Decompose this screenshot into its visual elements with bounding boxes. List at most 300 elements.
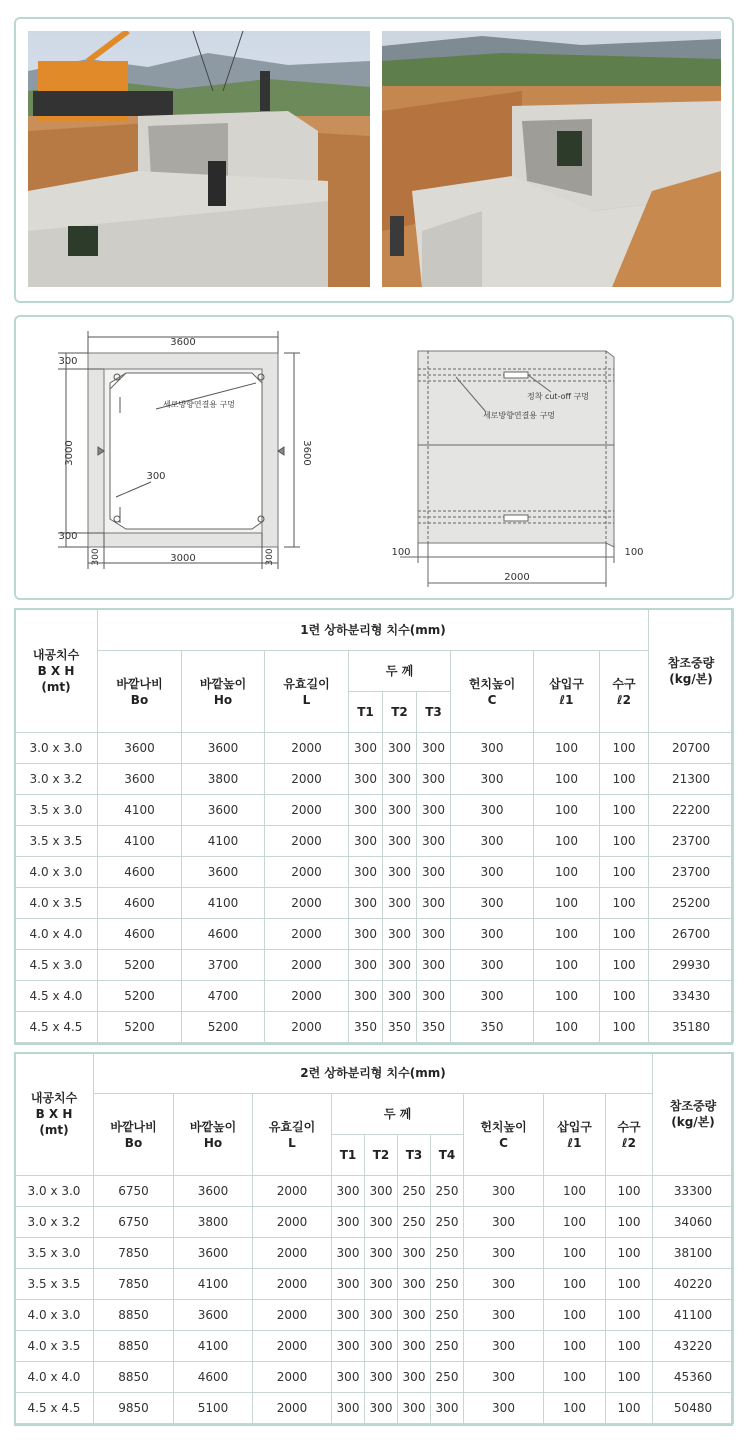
table-cell: 100 <box>534 764 600 795</box>
table-cell: 2000 <box>253 1362 332 1393</box>
table-cell: 5200 <box>98 1012 182 1043</box>
table-cell: 43220 <box>653 1331 734 1362</box>
header-t4: T4 <box>431 1135 464 1176</box>
header-inner-size-line2: B X H <box>37 663 75 678</box>
table-cell: 3600 <box>98 733 182 764</box>
cell-inner-size: 4.5 x 4.5 <box>15 1393 94 1424</box>
header-outer-width <box>94 1094 174 1176</box>
table-cell: 100 <box>600 733 649 764</box>
callout-cutoff-hole: 정착 cut-off 구멍 <box>526 392 590 401</box>
table-cell: 100 <box>606 1207 653 1238</box>
table-cell: 4100 <box>98 795 182 826</box>
callout-connection-hole-side: 세로방향연결용 구멍 <box>482 411 556 420</box>
drawing-panel <box>14 315 734 600</box>
table-cell: 250 <box>431 1176 464 1207</box>
technical-drawings <box>16 317 732 598</box>
header-t2: T2 <box>383 692 417 733</box>
table-cell: 2000 <box>253 1393 332 1424</box>
table-cell: 23700 <box>649 857 734 888</box>
table-row <box>15 1269 734 1300</box>
table-cell: 100 <box>544 1300 606 1331</box>
table-cell: 100 <box>600 919 649 950</box>
header-outer-width-line1: 바깥나비 <box>116 676 163 691</box>
table-cell: 3700 <box>182 950 265 981</box>
table-cell: 300 <box>332 1238 365 1269</box>
table-cell: 4600 <box>98 888 182 919</box>
table-cell: 7850 <box>94 1269 174 1300</box>
table-cell: 2000 <box>265 981 349 1012</box>
header-socket-line2: ℓ2 <box>622 1135 637 1150</box>
table-cell: 100 <box>534 888 600 919</box>
table-cell: 300 <box>417 981 451 1012</box>
table-cell: 4100 <box>98 826 182 857</box>
table-cell: 300 <box>349 795 383 826</box>
dim-left-top: 300 <box>58 356 78 367</box>
table-cell: 50480 <box>653 1393 734 1424</box>
table-cell: 4600 <box>182 919 265 950</box>
table-cell: 2000 <box>253 1176 332 1207</box>
cross-section-drawing <box>58 331 300 569</box>
table-row <box>15 888 734 919</box>
table-cell: 100 <box>600 764 649 795</box>
header-effective-length-line1: 유효길이 <box>268 1119 316 1134</box>
table-title: 1련 상하분리형 치수(mm) <box>98 609 649 651</box>
table-cell: 40220 <box>653 1269 734 1300</box>
header-haunch-line2: C <box>499 1135 508 1150</box>
table-row <box>15 950 734 981</box>
table-cell: 29930 <box>649 950 734 981</box>
table-cell: 300 <box>383 795 417 826</box>
table-cell: 300 <box>332 1393 365 1424</box>
table-cell: 250 <box>431 1238 464 1269</box>
table-cell: 300 <box>417 919 451 950</box>
header-inner-size-line1: 내공치수 <box>30 1091 78 1105</box>
table-cell: 300 <box>383 826 417 857</box>
single-cell-spec-table <box>14 608 734 1043</box>
table-cell: 3600 <box>182 857 265 888</box>
table-cell: 100 <box>606 1300 653 1331</box>
header-haunch <box>464 1094 544 1176</box>
header-outer-height <box>174 1094 253 1176</box>
table-cell: 100 <box>544 1362 606 1393</box>
table-cell: 300 <box>332 1362 365 1393</box>
cell-inner-size: 3.0 x 3.2 <box>15 764 98 795</box>
cell-inner-size: 3.0 x 3.0 <box>15 1176 94 1207</box>
table-cell: 2000 <box>265 795 349 826</box>
table-cell: 4600 <box>98 857 182 888</box>
table-row <box>15 1238 734 1269</box>
header-socket-line1: 수구 <box>617 1119 641 1134</box>
header-outer-height-line1: 바깥높이 <box>189 1119 237 1134</box>
table-cell: 3600 <box>182 795 265 826</box>
table-cell: 8850 <box>94 1331 174 1362</box>
table-cell: 300 <box>398 1300 431 1331</box>
table-cell: 300 <box>383 981 417 1012</box>
table-cell: 5200 <box>98 981 182 1012</box>
header-socket-line1: 수구 <box>612 676 636 691</box>
table-row <box>15 1393 734 1424</box>
table-cell: 4100 <box>182 826 265 857</box>
table-cell: 2000 <box>265 826 349 857</box>
table-row <box>15 826 734 857</box>
header-weight-line2: (kg/본) <box>669 671 713 686</box>
header-outer-height <box>182 651 265 733</box>
table-cell: 5100 <box>174 1393 253 1424</box>
dim-right-height: 3600 <box>301 440 312 466</box>
table-cell: 300 <box>451 733 534 764</box>
header-t1: T1 <box>332 1135 365 1176</box>
table-row <box>15 1207 734 1238</box>
table-cell: 300 <box>398 1238 431 1269</box>
table-cell: 250 <box>431 1362 464 1393</box>
table-cell: 250 <box>431 1331 464 1362</box>
table-row <box>15 795 734 826</box>
dim-bottom-left: 300 <box>91 548 101 566</box>
table-cell: 2000 <box>265 857 349 888</box>
table-cell: 9850 <box>94 1393 174 1424</box>
header-outer-width-line2: Bo <box>124 1135 143 1150</box>
table-cell: 300 <box>383 888 417 919</box>
table-cell: 20700 <box>649 733 734 764</box>
installation-photo-right <box>382 31 721 287</box>
table-row <box>15 733 734 764</box>
table-cell: 300 <box>464 1331 544 1362</box>
table-cell: 3600 <box>174 1238 253 1269</box>
table-cell: 22200 <box>649 795 734 826</box>
table-cell: 300 <box>365 1362 398 1393</box>
table-cell: 100 <box>606 1269 653 1300</box>
header-outer-height-line1: 바깥높이 <box>199 676 247 691</box>
header-spigot <box>534 651 600 733</box>
table-cell: 100 <box>606 1393 653 1424</box>
table-cell: 100 <box>534 857 600 888</box>
table-row <box>15 764 734 795</box>
table-cell: 300 <box>365 1238 398 1269</box>
dim-haunch: 300 <box>146 471 166 482</box>
header-t3: T3 <box>417 692 451 733</box>
header-spigot-line2: ℓ1 <box>559 692 574 707</box>
table-cell: 300 <box>398 1393 431 1424</box>
header-inner-size <box>15 1053 94 1176</box>
table-row <box>15 1300 734 1331</box>
header-weight-line2: (kg/본) <box>671 1115 715 1129</box>
cell-inner-size: 3.5 x 3.0 <box>15 795 98 826</box>
table-cell: 300 <box>417 733 451 764</box>
table-cell: 250 <box>398 1176 431 1207</box>
cell-inner-size: 4.0 x 4.0 <box>15 1362 94 1393</box>
table-cell: 4600 <box>174 1362 253 1393</box>
table-cell: 300 <box>383 857 417 888</box>
table-cell: 25200 <box>649 888 734 919</box>
table-cell: 6750 <box>94 1207 174 1238</box>
header-haunch-line1: 헌치높이 <box>480 1119 527 1134</box>
table-cell: 300 <box>332 1176 365 1207</box>
table-cell: 300 <box>398 1362 431 1393</box>
table-cell: 300 <box>365 1207 398 1238</box>
table-cell: 300 <box>365 1269 398 1300</box>
double-cell-spec-table <box>14 1052 734 1424</box>
cell-inner-size: 3.0 x 3.0 <box>15 733 98 764</box>
table-cell: 300 <box>451 981 534 1012</box>
table-cell: 300 <box>349 981 383 1012</box>
table-cell: 100 <box>606 1176 653 1207</box>
table-cell: 100 <box>544 1207 606 1238</box>
header-t2: T2 <box>365 1135 398 1176</box>
header-spigot <box>544 1094 606 1176</box>
table-cell: 2000 <box>265 733 349 764</box>
header-t3: T3 <box>398 1135 431 1176</box>
table-cell: 300 <box>417 795 451 826</box>
table-cell: 300 <box>464 1176 544 1207</box>
header-spigot-line2: ℓ1 <box>567 1135 582 1150</box>
table-cell: 300 <box>417 764 451 795</box>
table-cell: 34060 <box>653 1207 734 1238</box>
table1-body <box>15 733 734 1043</box>
table-cell: 300 <box>417 888 451 919</box>
table-cell: 2000 <box>265 888 349 919</box>
table-cell: 300 <box>451 919 534 950</box>
table-cell: 300 <box>451 764 534 795</box>
table-cell: 300 <box>464 1362 544 1393</box>
header-effective-length <box>253 1094 332 1176</box>
table-cell: 300 <box>349 733 383 764</box>
table-row <box>15 1331 734 1362</box>
table-cell: 300 <box>349 950 383 981</box>
cell-inner-size: 4.0 x 3.5 <box>15 888 98 919</box>
table-cell: 35180 <box>649 1012 734 1043</box>
table-cell: 300 <box>398 1269 431 1300</box>
table-cell: 300 <box>417 826 451 857</box>
dim-left-mid: 3000 <box>64 440 75 466</box>
cell-inner-size: 3.0 x 3.2 <box>15 1207 94 1238</box>
table-cell: 100 <box>544 1269 606 1300</box>
table-cell: 300 <box>332 1331 365 1362</box>
table-cell: 300 <box>365 1331 398 1362</box>
table-cell: 300 <box>464 1393 544 1424</box>
table-cell: 100 <box>544 1393 606 1424</box>
callout-connection-hole: 세로방향연결용 구멍 <box>162 400 236 409</box>
header-effective-length-line1: 유효길이 <box>283 676 330 691</box>
table-cell: 350 <box>451 1012 534 1043</box>
table-cell: 100 <box>534 795 600 826</box>
table-cell: 3600 <box>98 764 182 795</box>
table-cell: 350 <box>383 1012 417 1043</box>
header-weight <box>653 1053 734 1176</box>
table-cell: 4100 <box>182 888 265 919</box>
table-cell: 300 <box>365 1176 398 1207</box>
table-cell: 100 <box>534 919 600 950</box>
photo-panel <box>14 17 734 303</box>
table-cell: 300 <box>398 1331 431 1362</box>
cell-inner-size: 4.0 x 3.0 <box>15 857 98 888</box>
table-cell: 2000 <box>253 1238 332 1269</box>
table-title: 2련 상하분리형 치수(mm) <box>94 1053 653 1094</box>
table-cell: 350 <box>417 1012 451 1043</box>
table-cell: 2000 <box>265 764 349 795</box>
table-cell: 300 <box>383 733 417 764</box>
table-row <box>15 981 734 1012</box>
header-haunch-line1: 헌치높이 <box>468 676 516 691</box>
header-effective-length-line2: L <box>302 692 311 707</box>
table-cell: 3800 <box>174 1207 253 1238</box>
table-cell: 300 <box>332 1300 365 1331</box>
header-spigot-line1: 삽입구 <box>549 676 584 691</box>
table-cell: 6750 <box>94 1176 174 1207</box>
table-cell: 45360 <box>653 1362 734 1393</box>
table-cell: 4100 <box>174 1269 253 1300</box>
table-cell: 300 <box>349 919 383 950</box>
table-cell: 300 <box>383 919 417 950</box>
table-row <box>15 1362 734 1393</box>
table-cell: 100 <box>600 857 649 888</box>
header-weight-line1: 참조중량 <box>667 655 715 670</box>
table-cell: 300 <box>349 764 383 795</box>
table-row <box>15 1012 734 1043</box>
table-cell: 2000 <box>253 1300 332 1331</box>
table-cell: 100 <box>600 826 649 857</box>
table-cell: 300 <box>365 1300 398 1331</box>
header-outer-width-line1: 바깥나비 <box>110 1119 157 1134</box>
dim-bottom-right: 300 <box>265 548 275 566</box>
cell-inner-size: 4.5 x 4.0 <box>15 981 98 1012</box>
table-cell: 300 <box>451 826 534 857</box>
table-cell: 2000 <box>253 1331 332 1362</box>
table-row <box>15 919 734 950</box>
header-effective-length <box>265 651 349 733</box>
table-cell: 100 <box>534 733 600 764</box>
table-cell: 5200 <box>98 950 182 981</box>
dim-left-bottom: 300 <box>58 531 78 542</box>
table-cell: 3800 <box>182 764 265 795</box>
table-cell: 100 <box>600 795 649 826</box>
table-cell: 100 <box>600 981 649 1012</box>
header-outer-height-line2: Ho <box>203 1135 223 1150</box>
table-cell: 300 <box>383 950 417 981</box>
cell-inner-size: 4.5 x 4.5 <box>15 1012 98 1043</box>
table-cell: 4100 <box>174 1331 253 1362</box>
table-cell: 3600 <box>182 733 265 764</box>
table-cell: 23700 <box>649 826 734 857</box>
table-cell: 300 <box>417 950 451 981</box>
dim-length: 2000 <box>504 572 530 583</box>
table-cell: 300 <box>383 764 417 795</box>
header-thickness: 두 께 <box>332 1094 464 1135</box>
side-elevation-drawing <box>400 351 614 587</box>
table-cell: 300 <box>349 888 383 919</box>
table-cell: 300 <box>451 795 534 826</box>
header-t1: T1 <box>349 692 383 733</box>
table-cell: 300 <box>451 857 534 888</box>
table-cell: 33430 <box>649 981 734 1012</box>
table-cell: 300 <box>464 1207 544 1238</box>
table-cell: 3600 <box>174 1176 253 1207</box>
table-cell: 8850 <box>94 1300 174 1331</box>
table-cell: 100 <box>534 1012 600 1043</box>
table-cell: 2000 <box>265 919 349 950</box>
cell-inner-size: 4.0 x 3.5 <box>15 1331 94 1362</box>
table-cell: 300 <box>451 950 534 981</box>
header-outer-width <box>98 651 182 733</box>
table-cell: 250 <box>431 1207 464 1238</box>
table-cell: 300 <box>349 857 383 888</box>
table-cell: 33300 <box>653 1176 734 1207</box>
header-haunch <box>451 651 534 733</box>
header-weight <box>649 609 734 733</box>
table-cell: 300 <box>464 1238 544 1269</box>
table-cell: 100 <box>544 1176 606 1207</box>
table-cell: 41100 <box>653 1300 734 1331</box>
table-cell: 5200 <box>182 1012 265 1043</box>
table-cell: 250 <box>398 1207 431 1238</box>
table-cell: 300 <box>332 1207 365 1238</box>
dim-top-width: 3600 <box>170 337 196 348</box>
table-cell: 300 <box>464 1300 544 1331</box>
table-cell: 100 <box>544 1331 606 1362</box>
table-cell: 100 <box>600 950 649 981</box>
header-outer-height-line2: Ho <box>213 692 233 707</box>
cell-inner-size: 4.5 x 3.0 <box>15 950 98 981</box>
table-cell: 4600 <box>98 919 182 950</box>
header-effective-length-line2: L <box>288 1135 296 1150</box>
table-cell: 300 <box>417 857 451 888</box>
table-cell: 100 <box>544 1238 606 1269</box>
table-cell: 26700 <box>649 919 734 950</box>
cell-inner-size: 4.0 x 4.0 <box>15 919 98 950</box>
header-spigot-line1: 삽입구 <box>557 1119 592 1134</box>
installation-photo-left <box>28 31 370 287</box>
table-cell: 8850 <box>94 1362 174 1393</box>
table-cell: 100 <box>600 1012 649 1043</box>
table-cell: 350 <box>349 1012 383 1043</box>
table-cell: 4700 <box>182 981 265 1012</box>
table-cell: 100 <box>534 950 600 981</box>
table-cell: 2000 <box>265 950 349 981</box>
cell-inner-size: 4.0 x 3.0 <box>15 1300 94 1331</box>
table-cell: 21300 <box>649 764 734 795</box>
table-cell: 250 <box>431 1269 464 1300</box>
dim-left-overhang: 100 <box>391 547 411 558</box>
table-cell: 300 <box>332 1269 365 1300</box>
cell-inner-size: 3.5 x 3.5 <box>15 1269 94 1300</box>
table-cell: 3600 <box>174 1300 253 1331</box>
header-inner-size-line3: (mt) <box>41 679 71 694</box>
header-socket-line2: ℓ2 <box>617 692 632 707</box>
table-cell: 7850 <box>94 1238 174 1269</box>
table-cell: 250 <box>431 1300 464 1331</box>
table-cell: 100 <box>600 888 649 919</box>
header-haunch-line2: C <box>487 692 497 707</box>
table-row <box>15 1176 734 1207</box>
table-cell: 2000 <box>253 1207 332 1238</box>
table-row <box>15 857 734 888</box>
table-cell: 100 <box>534 981 600 1012</box>
table-cell: 38100 <box>653 1238 734 1269</box>
dim-bottom-mid: 3000 <box>170 553 196 564</box>
table-cell: 100 <box>606 1238 653 1269</box>
table-cell: 300 <box>365 1393 398 1424</box>
table-cell: 2000 <box>265 1012 349 1043</box>
header-socket <box>606 1094 653 1176</box>
dim-right-overhang: 100 <box>624 547 644 558</box>
header-inner-size <box>15 609 98 733</box>
table-cell: 100 <box>606 1362 653 1393</box>
table-cell: 300 <box>464 1269 544 1300</box>
table-cell: 100 <box>606 1331 653 1362</box>
header-outer-width-line2: Bo <box>130 692 149 707</box>
header-weight-line1: 참조중량 <box>669 1099 717 1113</box>
cell-inner-size: 3.5 x 3.5 <box>15 826 98 857</box>
table-cell: 300 <box>349 826 383 857</box>
